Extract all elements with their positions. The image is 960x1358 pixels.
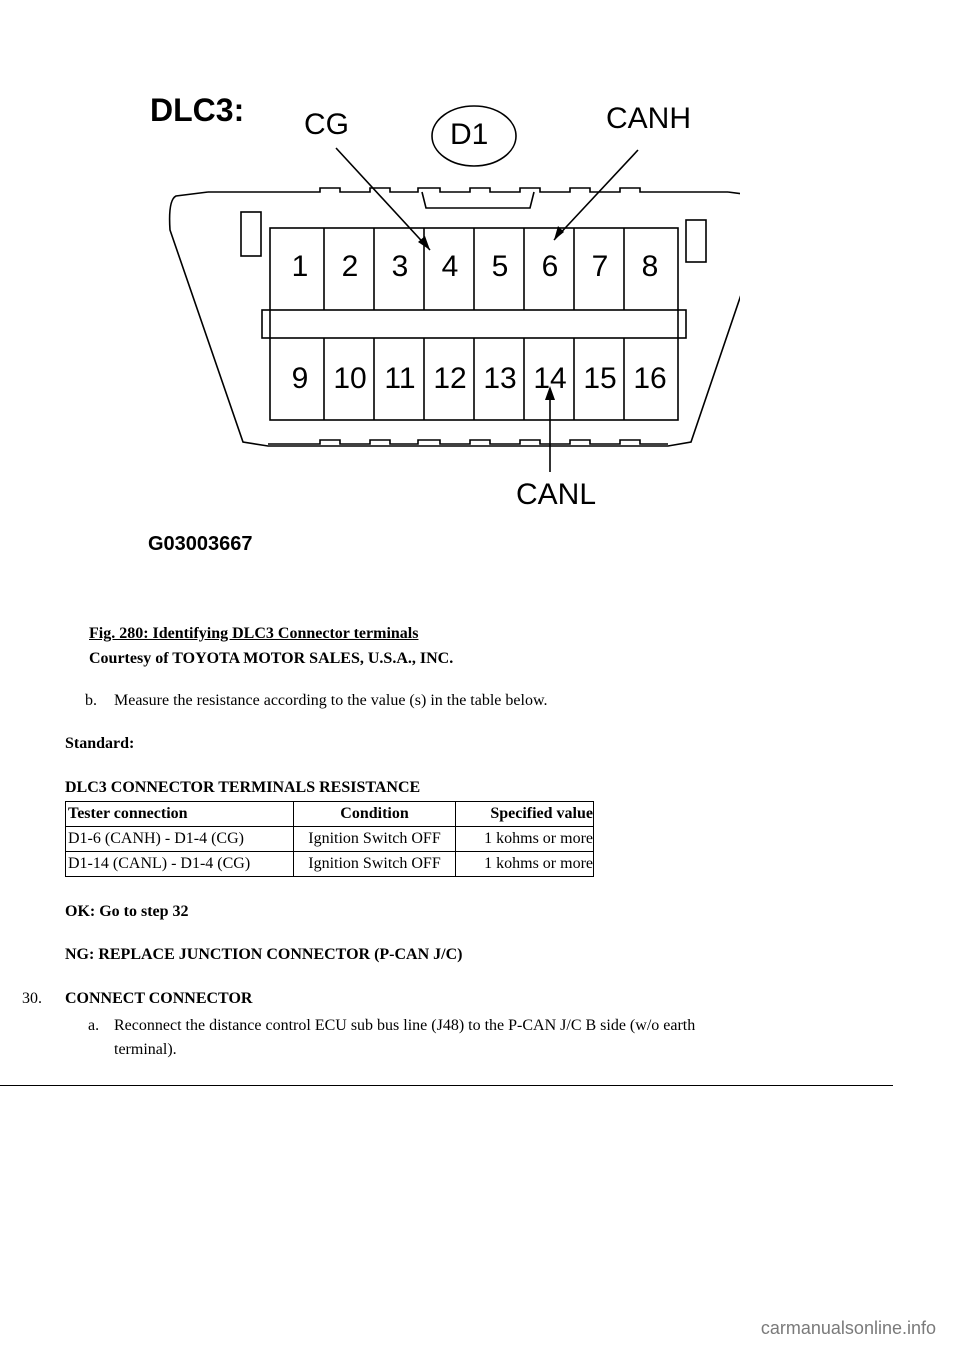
table-title: DLC3 CONNECTOR TERMINALS RESISTANCE bbox=[65, 779, 421, 796]
figure-code: G03003667 bbox=[148, 533, 253, 555]
pin-label: 3 bbox=[391, 250, 409, 283]
header-specified-value: Specified value bbox=[456, 802, 594, 827]
pin-label: 2 bbox=[341, 250, 359, 283]
pin-label: 6 bbox=[541, 250, 559, 283]
page-divider bbox=[0, 1085, 893, 1086]
standard-label: Standard: bbox=[65, 735, 135, 752]
pin-label: 5 bbox=[491, 250, 509, 283]
resistance-table bbox=[65, 801, 594, 877]
table-row bbox=[66, 827, 594, 852]
pin-label: 11 bbox=[384, 362, 416, 395]
pin-label: 1 bbox=[291, 250, 309, 283]
figure-title-label: DLC3: bbox=[150, 92, 245, 128]
pin-label: 14 bbox=[533, 362, 567, 395]
table-row bbox=[66, 852, 594, 877]
header-condition: Condition bbox=[294, 802, 456, 827]
cell-tester-connection: D1-6 (CANH) - D1-4 (CG) bbox=[66, 827, 294, 852]
substep-marker: a. bbox=[88, 1017, 100, 1034]
ok-result: OK: Go to step 32 bbox=[65, 903, 189, 920]
figure-caption-courtesy: Courtesy of TOYOTA MOTOR SALES, U.S.A., INC. bbox=[89, 650, 454, 667]
pin-label: 12 bbox=[433, 362, 467, 395]
cell-specified-value: 1 kohms or more bbox=[456, 827, 594, 852]
label-canl: CANL bbox=[516, 478, 597, 511]
cell-tester-connection: D1-14 (CANL) - D1-4 (CG) bbox=[66, 852, 294, 877]
substep-text-line1: Reconnect the distance control ECU sub bus line (J48) to the P-CAN J/C B side (w/o earth bbox=[114, 1017, 696, 1034]
pin-label: 4 bbox=[441, 250, 459, 283]
pin-label: 13 bbox=[483, 362, 517, 395]
pin-label: 10 bbox=[333, 362, 367, 395]
step-title: CONNECT CONNECTOR bbox=[65, 990, 253, 1007]
step-number: 30. bbox=[22, 990, 42, 1007]
label-canh: CANH bbox=[606, 102, 692, 135]
pin-label: 15 bbox=[583, 362, 617, 395]
header-tester-connection: Tester connection bbox=[66, 802, 294, 827]
cell-specified-value: 1 kohms or more bbox=[456, 852, 594, 877]
watermark: carmanualsonline.info bbox=[760, 1318, 936, 1338]
cell-condition: Ignition Switch OFF bbox=[294, 852, 456, 877]
table-header-row bbox=[66, 802, 594, 827]
dlc3-connector-diagram bbox=[140, 90, 740, 570]
step-b-marker: b. bbox=[85, 692, 97, 709]
pin-label: 8 bbox=[641, 250, 659, 283]
label-cg: CG bbox=[304, 108, 349, 141]
substep-text-line2: terminal). bbox=[114, 1041, 177, 1058]
pin-label: 16 bbox=[633, 362, 667, 395]
pin-label: 7 bbox=[591, 250, 609, 283]
step-b-text: Measure the resistance according to the value (s) in the table below. bbox=[114, 692, 548, 709]
ng-result: NG: REPLACE JUNCTION CONNECTOR (P-CAN J/C) bbox=[65, 946, 463, 963]
cell-condition: Ignition Switch OFF bbox=[294, 827, 456, 852]
pin-label: 9 bbox=[291, 362, 309, 395]
label-d1: D1 bbox=[450, 118, 489, 151]
figure-caption-title: Fig. 280: Identifying DLC3 Connector terminals bbox=[89, 625, 419, 642]
